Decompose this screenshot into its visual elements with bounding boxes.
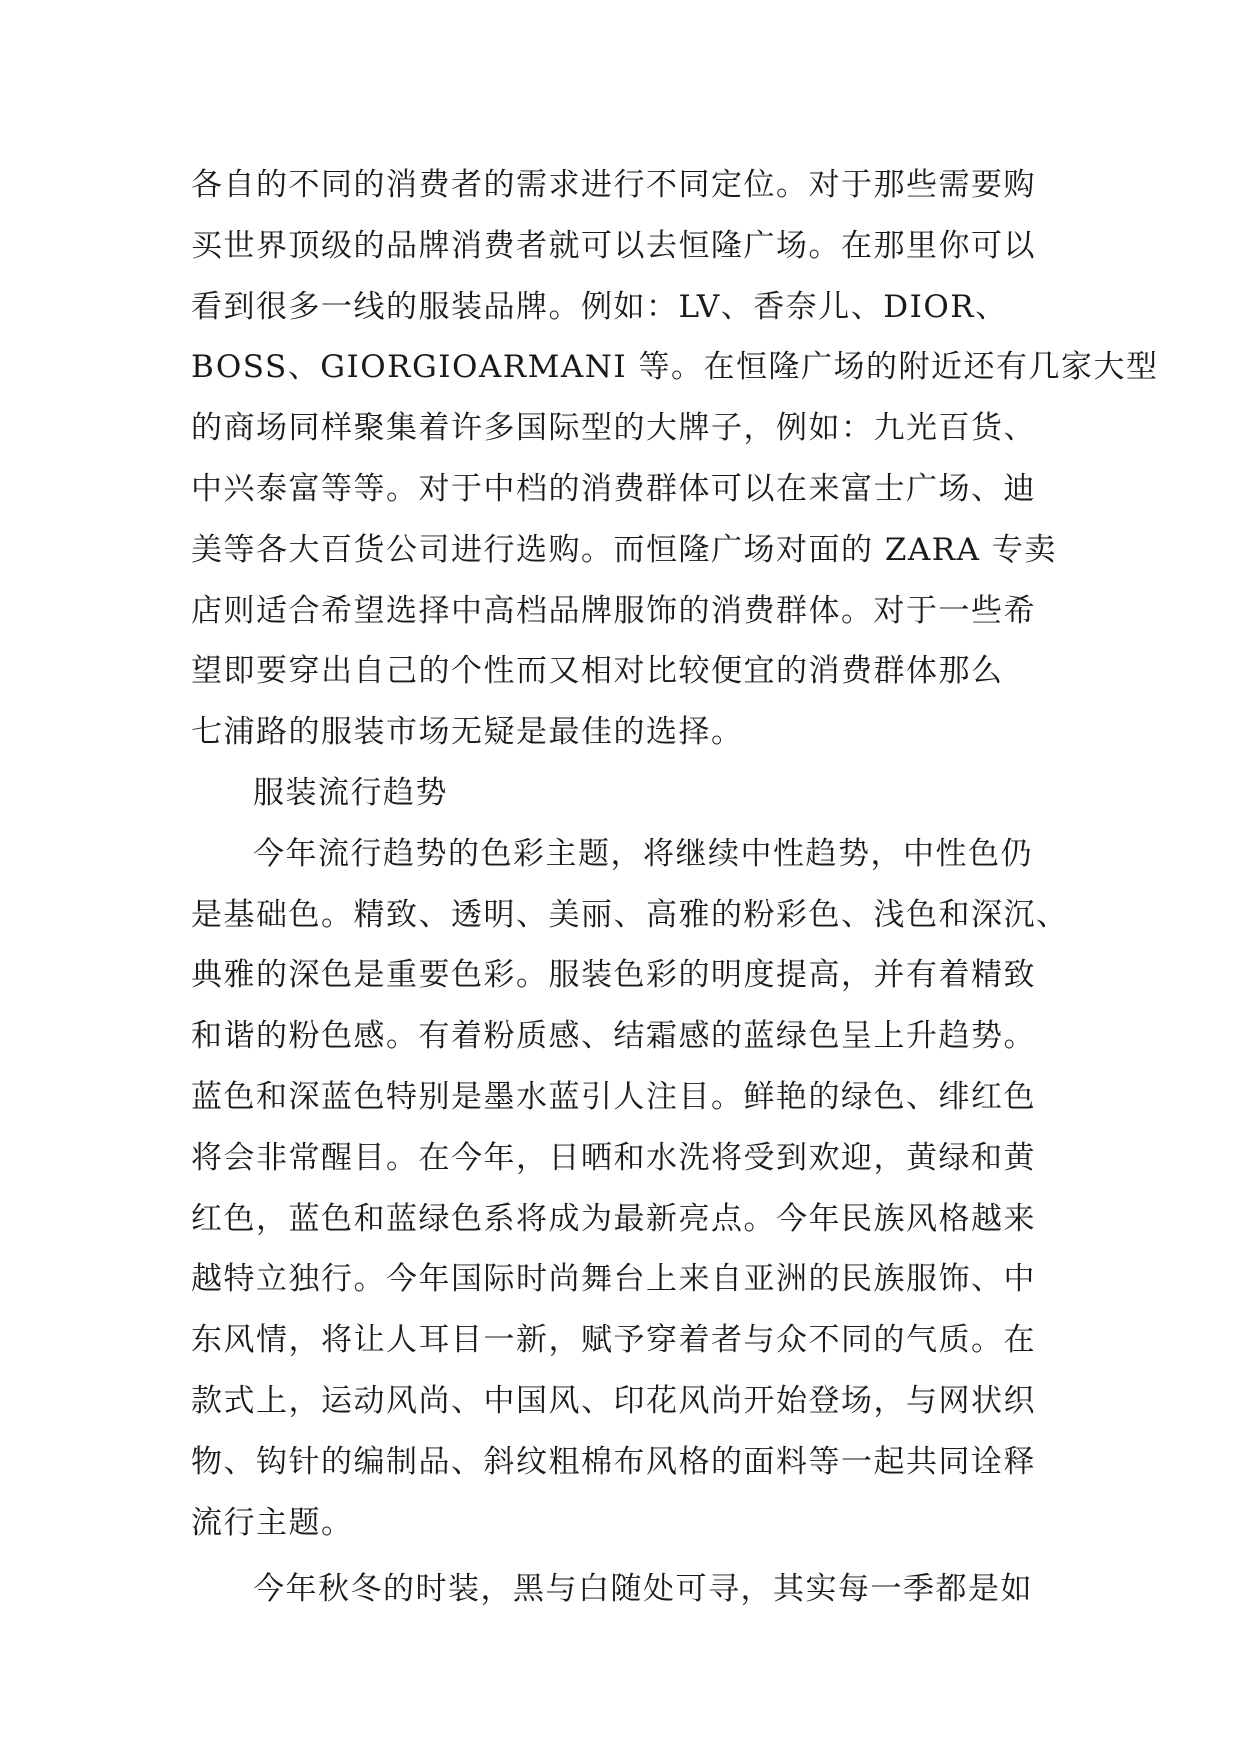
text-line: 将会非常醒目。在今年，日晒和水洗将受到欢迎，黄绿和黄 bbox=[191, 1139, 1036, 1176]
text-line: 中兴泰富等等。对于中档的消费群体可以在来富士广场、迪 bbox=[191, 470, 1036, 507]
text-line: 款式上，运动风尚、中国风、印花风尚开始登场，与网状织 bbox=[191, 1382, 1036, 1419]
text-line: 七浦路的服装市场无疑是最佳的选择。 bbox=[191, 714, 744, 751]
text-line: 物、钩针的编制品、斜纹粗棉布风格的面料等一起共同诠释 bbox=[191, 1443, 1036, 1480]
text-line: 店则适合希望选择中高档品牌服饰的消费群体。对于一些希 bbox=[191, 592, 1036, 629]
body-text bbox=[191, 155, 1159, 1620]
text-line: 流行主题。 bbox=[191, 1504, 354, 1541]
section-heading: 服装流行趋势 bbox=[253, 774, 448, 811]
text-line: 红色，蓝色和蓝绿色系将成为最新亮点。今年民族风格越来 bbox=[191, 1200, 1036, 1237]
text-line: BOSS、GIORGIOARMANI 等。在恒隆广场的附近还有几家大型 bbox=[191, 349, 1159, 386]
text-line: 看到很多一线的服装品牌。例如：LV、香奈儿、DIOR、 bbox=[191, 288, 1008, 325]
text-line: 各自的不同的消费者的需求进行不同定位。对于那些需要购 bbox=[191, 167, 1036, 203]
text-line: 今年流行趋势的色彩主题，将继续中性趋势，中性色仍 bbox=[253, 835, 1033, 872]
text-line: 越特立独行。今年国际时尚舞台上来自亚洲的民族服饰、中 bbox=[191, 1261, 1036, 1298]
text-line: 和谐的粉色感。有着粉质感、结霜感的蓝绿色呈上升趋势。 bbox=[191, 1018, 1036, 1055]
text-line: 美等各大百货公司进行选购。而恒隆广场对面的 ZARA 专卖 bbox=[191, 531, 1057, 568]
text-line: 的商场同样聚集着许多国际型的大牌子，例如：九光百货、 bbox=[191, 410, 1036, 447]
text-line: 买世界顶级的品牌消费者就可以去恒隆广场。在那里你可以 bbox=[191, 227, 1036, 264]
text-line: 今年秋冬的时装，黑与白随处可寻，其实每一季都是如 bbox=[253, 1571, 1033, 1608]
text-line: 蓝色和深蓝色特别是墨水蓝引人注目。鲜艳的绿色、绯红色 bbox=[191, 1078, 1036, 1115]
text-line: 望即要穿出自己的个性而又相对比较便宜的消费群体那么 bbox=[191, 653, 1004, 690]
text-line: 是基础色。精致、透明、美丽、高雅的粉彩色、浅色和深沉、 bbox=[191, 896, 1069, 933]
text-line: 东风情，将让人耳目一新，赋予穿着者与众不同的气质。在 bbox=[191, 1322, 1036, 1359]
text-line: 典雅的深色是重要色彩。服装色彩的明度提高，并有着精致 bbox=[191, 957, 1036, 994]
